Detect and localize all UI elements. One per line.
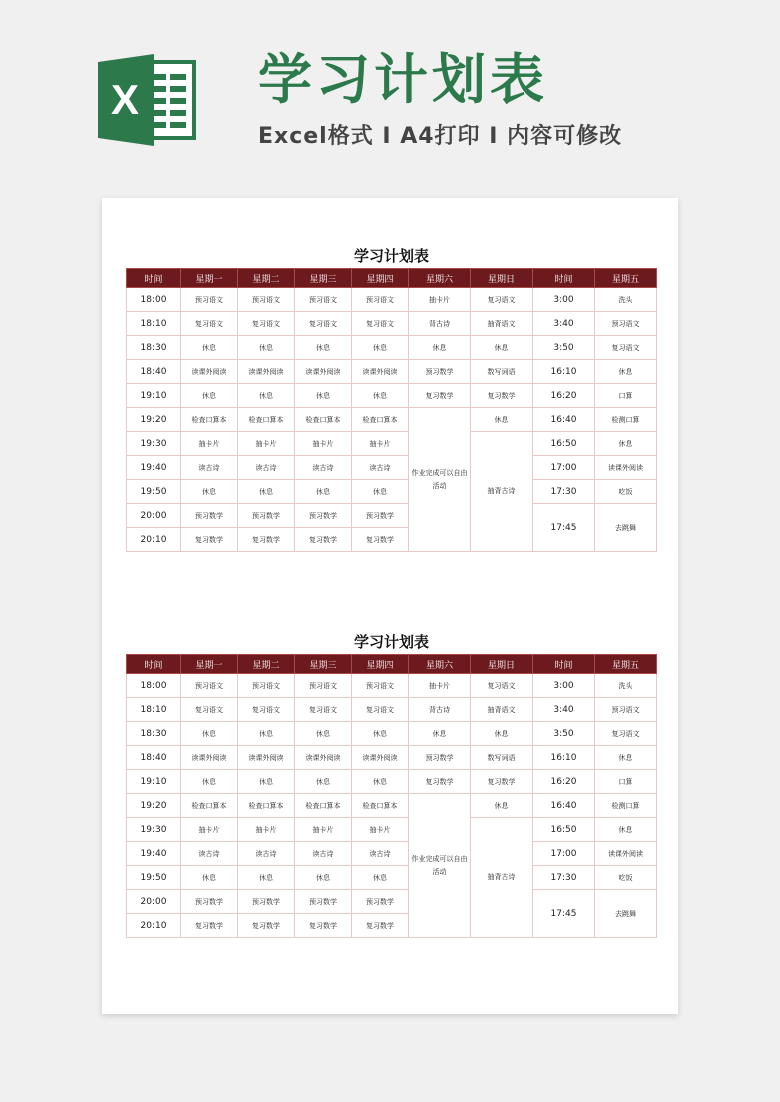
table-row [127,842,657,866]
schedule-cell: 去跳舞 [595,504,657,552]
time-cell: 19:20 [127,794,181,818]
page-title: 学习计划表 [258,48,548,111]
time-cell: 3:50 [533,336,595,360]
schedule-cell: 复习数学 [238,528,295,552]
schedule-cell: 读古诗 [181,842,238,866]
column-header: 时间 [533,655,595,674]
schedule-cell: 复习数学 [181,528,238,552]
schedule-cell: 复习语文 [295,312,352,336]
table-row [127,288,657,312]
table-row [127,770,657,794]
schedule-cell: 检查口算本 [295,408,352,432]
sunday-merged-cell: 抽背古诗 [471,818,533,938]
schedule-cell: 检测口算 [595,794,657,818]
time-cell: 18:10 [127,312,181,336]
schedule-cell: 预习语文 [295,288,352,312]
schedule-cell: 检查口算本 [352,794,409,818]
time-cell: 20:10 [127,914,181,938]
schedule-cell: 读古诗 [295,842,352,866]
schedule-cell: 检查口算本 [181,794,238,818]
sunday-merged-cell: 抽背古诗 [471,432,533,552]
schedule-cell: 休息 [181,722,238,746]
column-header: 时间 [127,655,181,674]
column-header: 星期日 [471,269,533,288]
time-cell: 18:00 [127,288,181,312]
schedule-cell: 休息 [295,770,352,794]
schedule-cell: 吃饭 [595,480,657,504]
table-header-row [127,655,657,674]
schedule-cell: 检测口算 [595,408,657,432]
time-cell: 3:50 [533,722,595,746]
schedule-table [126,268,657,552]
schedule-cell: 抽卡片 [409,674,471,698]
schedule-cell: 口算 [595,770,657,794]
schedule-cell: 读课外阅读 [595,456,657,480]
schedule-cell: 洗头 [595,288,657,312]
schedule-cell: 预习数学 [295,890,352,914]
table-row [127,674,657,698]
schedule-cell: 休息 [409,336,471,360]
schedule-cell: 预习数学 [409,746,471,770]
time-cell: 20:10 [127,528,181,552]
schedule-cell: 复习数学 [181,914,238,938]
table-row [127,408,657,432]
schedule-cell: 休息 [471,722,533,746]
column-header: 星期一 [181,655,238,674]
schedule-cell: 预习数学 [352,890,409,914]
schedule-cell: 休息 [352,384,409,408]
time-cell: 18:30 [127,336,181,360]
time-cell: 3:00 [533,674,595,698]
column-header: 星期二 [238,269,295,288]
table-row [127,722,657,746]
time-cell: 18:40 [127,360,181,384]
schedule-cell: 复习语文 [181,312,238,336]
column-header: 星期一 [181,269,238,288]
schedule-cell: 数写词语 [471,746,533,770]
table-row [127,746,657,770]
schedule-cell: 读课外阅读 [238,746,295,770]
schedule-cell: 复习数学 [295,528,352,552]
time-cell: 19:30 [127,432,181,456]
table-row [127,312,657,336]
time-cell: 18:30 [127,722,181,746]
schedule-cell: 读课外阅读 [352,746,409,770]
schedule-cell: 休息 [595,746,657,770]
schedule-cell: 休息 [238,336,295,360]
schedule-cell: 休息 [295,336,352,360]
table-row [127,818,657,842]
saturday-merged-cell: 作业完成可以自由活动 [409,794,471,938]
time-cell: 20:00 [127,890,181,914]
schedule-cell: 复习数学 [238,914,295,938]
time-cell: 19:50 [127,480,181,504]
schedule-cell: 预习语文 [181,674,238,698]
schedule-cell: 休息 [295,722,352,746]
schedule-cell: 读古诗 [238,456,295,480]
column-header: 时间 [127,269,181,288]
column-header: 星期五 [595,655,657,674]
table-row [127,698,657,722]
column-header: 时间 [533,269,595,288]
schedule-cell: 抽卡片 [238,818,295,842]
svg-text:X: X [110,76,140,123]
time-cell: 3:40 [533,698,595,722]
schedule-cell: 抽卡片 [295,432,352,456]
schedule-cell: 休息 [352,866,409,890]
schedule-cell: 抽卡片 [181,432,238,456]
schedule-cell: 休息 [352,480,409,504]
schedule-cell: 读古诗 [352,456,409,480]
schedule-cell: 读课外阅读 [238,360,295,384]
table-row [127,480,657,504]
schedule-cell: 预习数学 [409,360,471,384]
schedule-cell: 预习语文 [181,288,238,312]
schedule-cell: 复习语文 [352,312,409,336]
a4-paper [102,198,678,1014]
schedule-cell: 休息 [471,336,533,360]
schedule-cell: 读课外阅读 [295,360,352,384]
schedule-cell: 休息 [181,770,238,794]
schedule-cell: 抽卡片 [409,288,471,312]
time-cell: 19:10 [127,770,181,794]
time-cell: 16:10 [533,360,595,384]
time-cell: 17:45 [533,890,595,938]
time-cell: 16:50 [533,432,595,456]
schedule-cell: 休息 [595,818,657,842]
schedule-cell: 口算 [595,384,657,408]
schedule-table [126,654,657,938]
schedule-cell: 抽背语文 [471,312,533,336]
sheet-title: 学习计划表 [353,633,429,651]
schedule-cell: 休息 [352,770,409,794]
schedule-cell: 休息 [295,866,352,890]
schedule-cell: 抽卡片 [181,818,238,842]
schedule-cell: 休息 [238,722,295,746]
column-header: 星期三 [295,655,352,674]
time-cell: 17:30 [533,480,595,504]
time-cell: 16:10 [533,746,595,770]
schedule-cell: 读课外阅读 [352,360,409,384]
schedule-cell: 检查口算本 [238,794,295,818]
column-header: 星期四 [352,269,409,288]
schedule-cell: 读课外阅读 [295,746,352,770]
schedule-cell: 复习数学 [471,384,533,408]
schedule-cell: 复习语文 [238,312,295,336]
time-cell: 16:50 [533,818,595,842]
schedule-cell: 去跳舞 [595,890,657,938]
saturday-merged-cell: 作业完成可以自由活动 [409,408,471,552]
time-cell: 18:10 [127,698,181,722]
schedule-cell: 背古诗 [409,698,471,722]
page-subtitle: Excel格式 I A4打印 I 内容可修改 [258,124,623,149]
schedule-cell: 休息 [181,480,238,504]
schedule-cell: 读古诗 [352,842,409,866]
column-header: 星期二 [238,655,295,674]
schedule-cell: 数写词语 [471,360,533,384]
time-cell: 18:00 [127,674,181,698]
schedule-cell: 预习数学 [238,890,295,914]
time-cell: 18:40 [127,746,181,770]
schedule-cell: 预习语文 [595,698,657,722]
sheet-title: 学习计划表 [353,247,429,265]
schedule-cell: 复习语文 [181,698,238,722]
time-cell: 16:20 [533,770,595,794]
column-header: 星期六 [409,655,471,674]
time-cell: 19:40 [127,842,181,866]
schedule-cell: 抽卡片 [352,818,409,842]
schedule-cell: 预习语文 [352,674,409,698]
table-row [127,890,657,914]
schedule-cell: 抽卡片 [352,432,409,456]
schedule-cell: 预习数学 [352,504,409,528]
schedule-cell: 预习数学 [295,504,352,528]
schedule-cell: 洗头 [595,674,657,698]
time-cell: 19:20 [127,408,181,432]
schedule-cell: 预习数学 [238,504,295,528]
schedule-cell: 读课外阅读 [595,842,657,866]
schedule-cell: 复习数学 [471,770,533,794]
column-header: 星期五 [595,269,657,288]
time-cell: 16:40 [533,794,595,818]
schedule-cell: 检查口算本 [238,408,295,432]
time-cell: 3:40 [533,312,595,336]
table-row [127,504,657,528]
schedule-cell: 检查口算本 [295,794,352,818]
schedule-cell: 检查口算本 [352,408,409,432]
schedule-cell: 复习语文 [295,698,352,722]
schedule-cell: 复习语文 [471,288,533,312]
schedule-cell: 预习数学 [181,504,238,528]
time-cell: 17:00 [533,842,595,866]
schedule-cell: 休息 [181,336,238,360]
schedule-cell: 休息 [471,408,533,432]
schedule-cell: 读课外阅读 [181,746,238,770]
time-cell: 16:20 [533,384,595,408]
schedule-sheet [126,244,657,552]
column-header: 星期日 [471,655,533,674]
schedule-cell: 复习数学 [352,528,409,552]
schedule-cell: 休息 [295,384,352,408]
schedule-cell: 复习语文 [595,722,657,746]
schedule-cell: 读古诗 [181,456,238,480]
schedule-cell: 复习语文 [352,698,409,722]
schedule-cell: 吃饭 [595,866,657,890]
schedule-cell: 预习语文 [238,674,295,698]
time-cell: 17:45 [533,504,595,552]
column-header: 星期三 [295,269,352,288]
schedule-cell: 复习数学 [295,914,352,938]
table-row [127,384,657,408]
table-row [127,456,657,480]
time-cell: 16:40 [533,408,595,432]
schedule-sheet [126,630,657,938]
table-row [127,794,657,818]
time-cell: 19:40 [127,456,181,480]
table-row [127,432,657,456]
schedule-cell: 读课外阅读 [181,360,238,384]
schedule-cell: 复习语文 [595,336,657,360]
schedule-cell: 休息 [238,866,295,890]
schedule-cell: 休息 [471,794,533,818]
schedule-cell: 休息 [238,770,295,794]
schedule-cell: 预习语文 [595,312,657,336]
schedule-cell: 复习语文 [471,674,533,698]
schedule-cell: 预习数学 [181,890,238,914]
time-cell: 20:00 [127,504,181,528]
schedule-cell: 复习数学 [352,914,409,938]
schedule-cell: 休息 [181,866,238,890]
schedule-cell: 休息 [595,360,657,384]
schedule-cell: 抽卡片 [238,432,295,456]
schedule-cell: 检查口算本 [181,408,238,432]
schedule-cell: 休息 [409,722,471,746]
schedule-cell: 休息 [238,384,295,408]
schedule-cell: 复习数学 [409,384,471,408]
schedule-cell: 预习语文 [352,288,409,312]
schedule-cell: 抽背语文 [471,698,533,722]
schedule-cell: 预习语文 [295,674,352,698]
table-row [127,360,657,384]
schedule-cell: 休息 [352,336,409,360]
schedule-cell: 休息 [238,480,295,504]
schedule-cell: 读古诗 [238,842,295,866]
schedule-cell: 预习语文 [238,288,295,312]
table-header-row [127,269,657,288]
schedule-cell: 背古诗 [409,312,471,336]
table-row [127,866,657,890]
table-row [127,336,657,360]
column-header: 星期六 [409,269,471,288]
schedule-cell: 复习数学 [409,770,471,794]
time-cell: 17:00 [533,456,595,480]
time-cell: 17:30 [533,866,595,890]
schedule-cell: 复习语文 [238,698,295,722]
time-cell: 19:30 [127,818,181,842]
column-header: 星期四 [352,655,409,674]
time-cell: 3:00 [533,288,595,312]
schedule-cell: 读古诗 [295,456,352,480]
schedule-cell: 休息 [595,432,657,456]
time-cell: 19:50 [127,866,181,890]
schedule-cell: 休息 [295,480,352,504]
schedule-cell: 抽卡片 [295,818,352,842]
time-cell: 19:10 [127,384,181,408]
excel-logo-icon [98,54,198,146]
schedule-cell: 休息 [352,722,409,746]
schedule-cell: 休息 [181,384,238,408]
